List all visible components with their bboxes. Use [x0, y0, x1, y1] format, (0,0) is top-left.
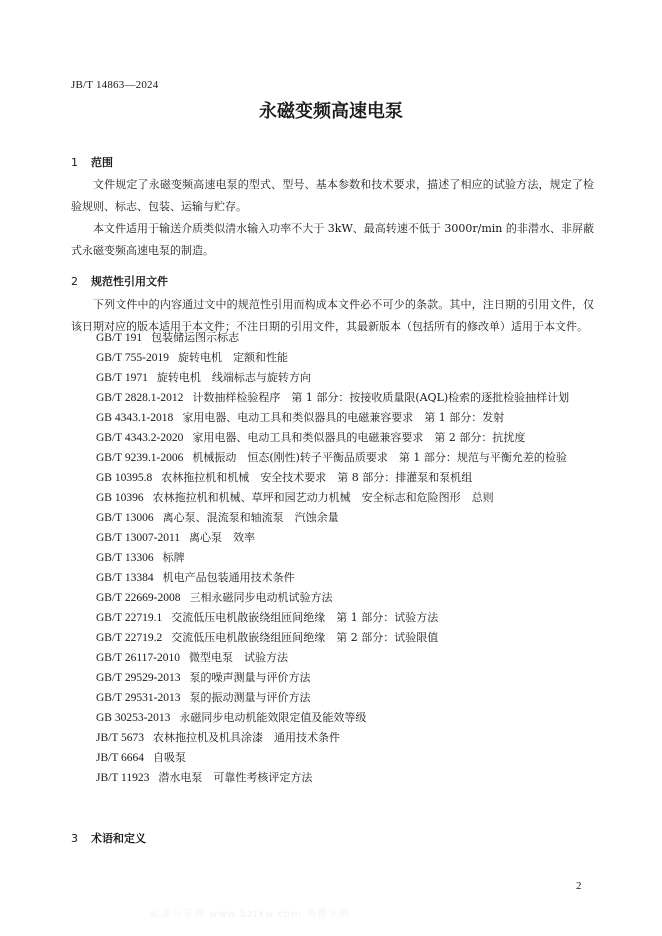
- reference-item: GB/T 29529-2013 泵的噪声测量与评价方法: [96, 671, 311, 684]
- section-heading-scope: [71, 154, 113, 170]
- scope-paragraph-1: 文件规定了永磁变频高速电泵的型式、型号、基本参数和技术要求，描述了相应的试验方法，规定了检验规则、标志、包装、运输与贮存。: [71, 178, 594, 213]
- section-title: 范围: [91, 156, 113, 169]
- reference-item: GB/T 13384 机电产品包装通用技术条件: [96, 571, 295, 584]
- references-intro-paragraph: 下列文件中的内容通过文中的规范性引用而构成本文件必不可少的条款。其中，注日期的引用文件，仅该日期对应的版本适用于本文件；不注日期的引用文件，其最新版本（包括所有的修改单）适用于本文件。: [71, 298, 594, 333]
- reference-item: GB 10395.8 农林拖拉机和机械 安全技术要求 第 8 部分：排灌泵和泵机组: [96, 471, 473, 484]
- reference-item: GB/T 755-2019 旋转电机 定额和性能: [96, 351, 288, 364]
- reference-item: GB/T 191 包装储运图示标志: [96, 331, 240, 344]
- section-title: 规范性引用文件: [91, 275, 168, 288]
- reference-item: GB/T 2828.1-2012 计数抽样检验程序 第 1 部分：按接收质量限(AQL)检索的逐批检验抽样计划: [96, 391, 570, 404]
- reference-item: GB/T 9239.1-2006 机械振动 恒态(刚性)转子平衡品质要求 第 1 部分：规范与平衡允差的检验: [96, 451, 567, 464]
- doc-code: JB/T 14863—2024: [71, 79, 159, 91]
- reference-item: GB/T 22719.2 交流低压电机散嵌绕组匝间绝缘 第 2 部分：试验限值: [96, 631, 439, 644]
- section-number: 3: [71, 832, 78, 845]
- section-number: 2: [71, 275, 78, 288]
- watermark: 标准分享网 www.bzfxw.com 免费下载: [150, 909, 350, 920]
- reference-item: GB/T 13006 离心泵、混流泵和轴流泵 汽蚀余量: [96, 511, 339, 524]
- reference-item: GB/T 29531-2013 泵的振动测量与评价方法: [96, 691, 311, 704]
- reference-item: GB/T 4343.2-2020 家用电器、电动工具和类似器具的电磁兼容要求 第 2 部分：抗扰度: [96, 431, 526, 444]
- reference-item: GB/T 13007-2011 离心泵 效率: [96, 531, 256, 544]
- reference-item: GB/T 22669-2008 三相永磁同步电动机试验方法: [96, 591, 333, 604]
- reference-item: GB/T 22719.1 交流低压电机散嵌绕组匝间绝缘 第 1 部分：试验方法: [96, 611, 439, 624]
- reference-item: GB/T 1971 旋转电机 线端标志与旋转方向: [96, 371, 311, 384]
- document-title: 永磁变频高速电泵: [259, 101, 403, 122]
- section-heading-normative-references: [71, 273, 168, 289]
- page-number: 2: [576, 880, 582, 892]
- reference-item: JB/T 11923 潜水电泵 可靠性考核评定方法: [96, 771, 313, 784]
- reference-item: GB 4343.1-2018 家用电器、电动工具和类似器具的电磁兼容要求 第 1 部分：发射: [96, 411, 505, 424]
- scope-paragraph-2: 本文件适用于输送介质类似清水输入功率不大于 3kW、最高转速不低于 3000r/min 的非潜水、非屏蔽式永磁变频高速电泵的制造。: [71, 222, 594, 257]
- reference-item: GB/T 26117-2010 微型电泵 试验方法: [96, 651, 289, 664]
- reference-item: JB/T 6664 自吸泵: [96, 751, 187, 764]
- section-heading-terms-and-definitions: [71, 830, 146, 846]
- reference-item: GB 10396 农林拖拉机和机械、草坪和园艺动力机械 安全标志和危险图形 总则: [96, 491, 494, 504]
- section-title: 术语和定义: [91, 832, 146, 845]
- section-number: 1: [71, 156, 78, 169]
- reference-item: JB/T 5673 农林拖拉机及机具涂漆 通用技术条件: [96, 731, 341, 744]
- reference-item: GB 30253-2013 永磁同步电动机能效限定值及能效等级: [96, 711, 367, 724]
- reference-item: GB/T 13306 标牌: [96, 551, 185, 564]
